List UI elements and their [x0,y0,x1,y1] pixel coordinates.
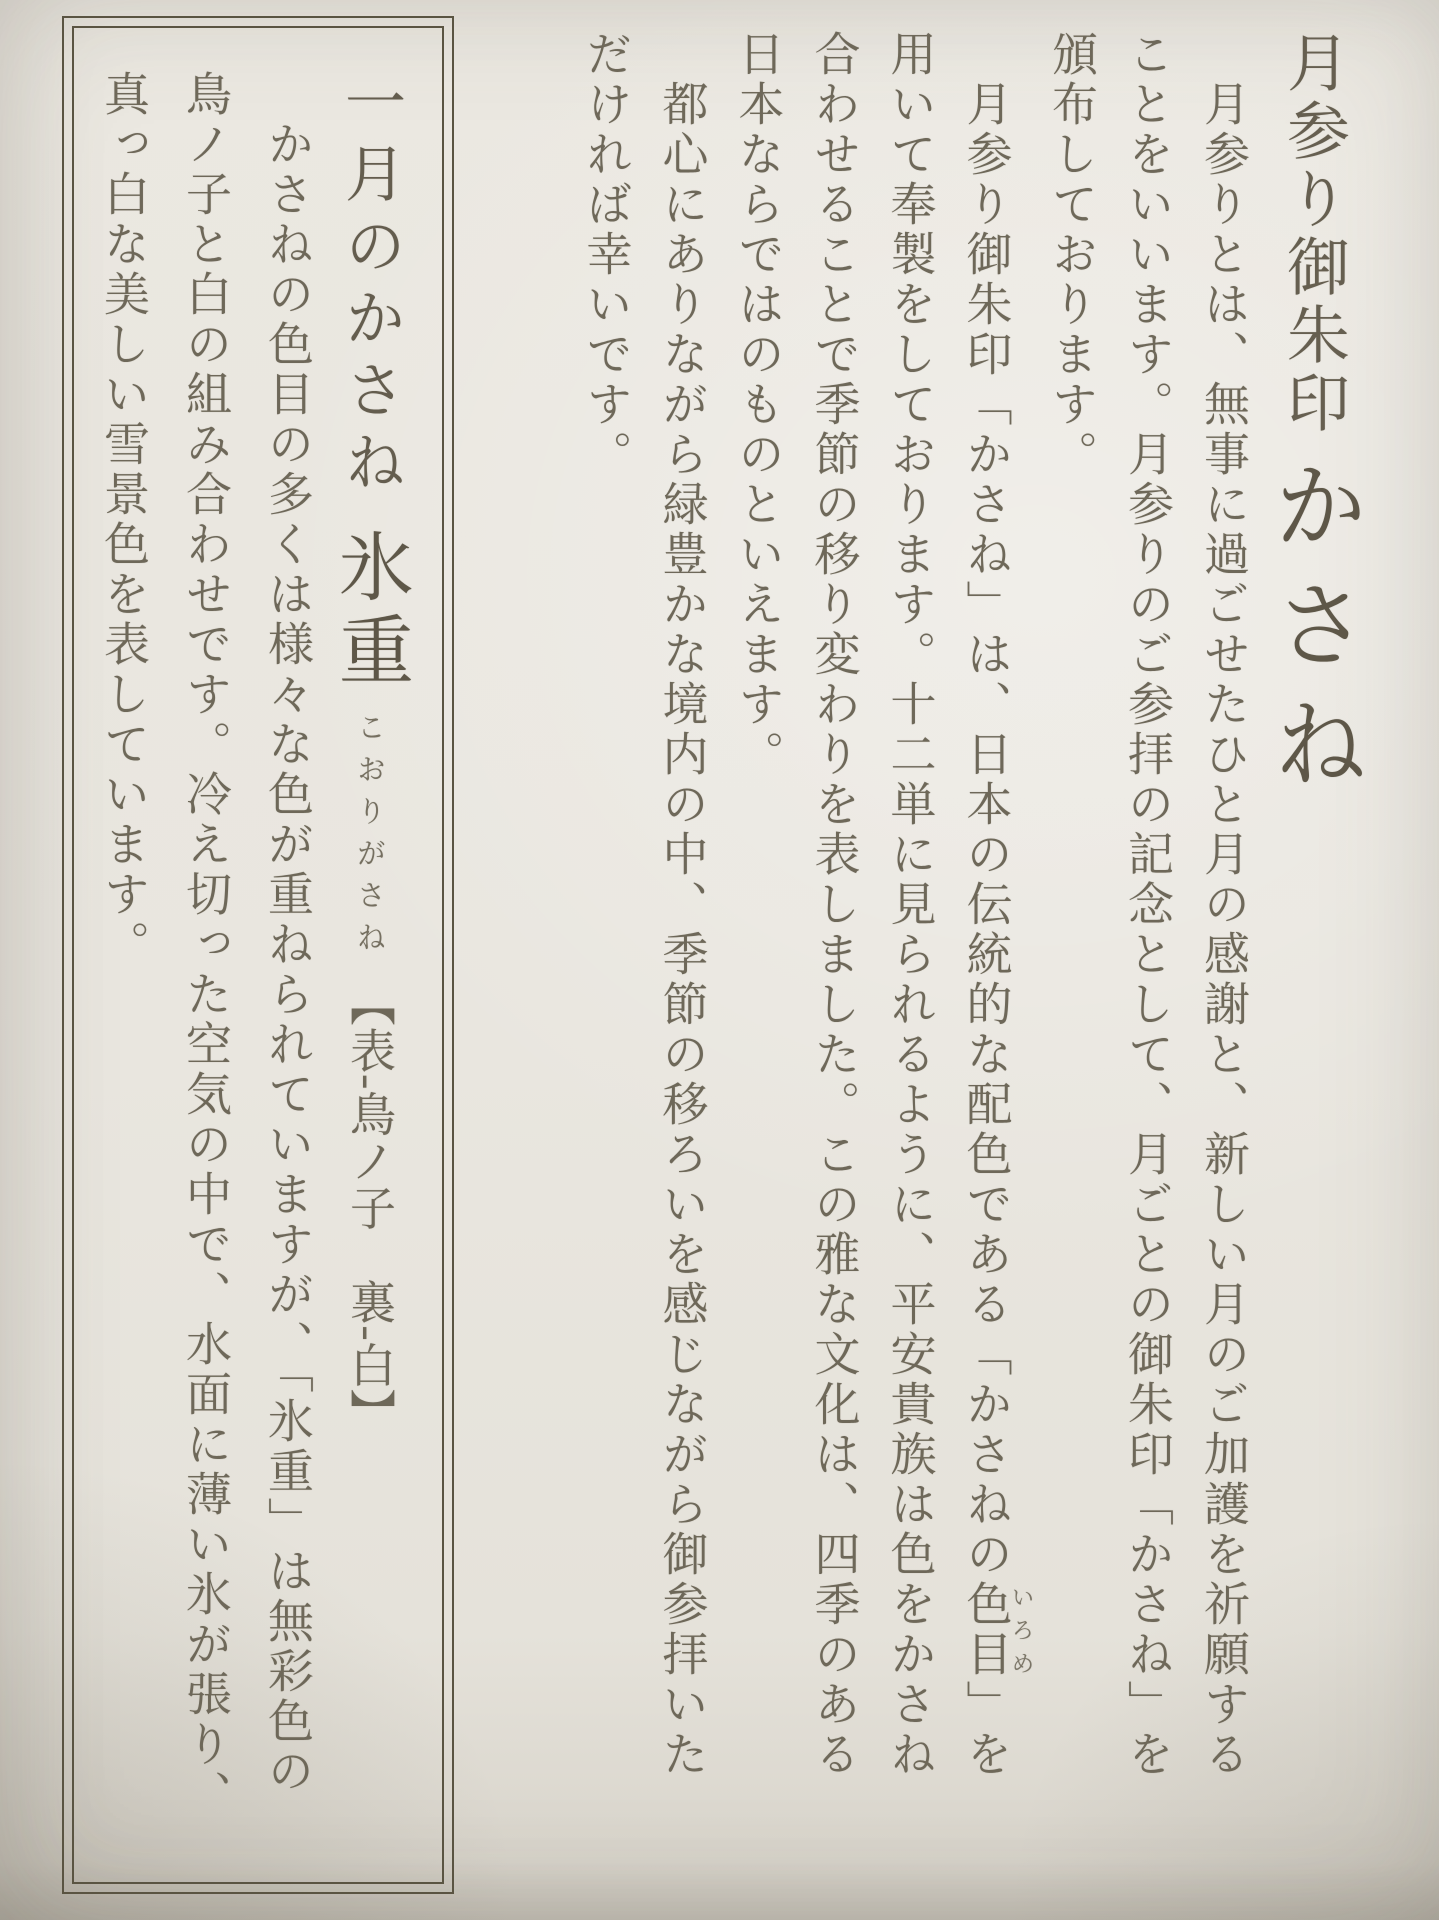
main-column-5: 用いて奉製をしております。十二単に見られるように、平安貴族は色をかさね [884,30,936,1780]
box-kasane-name: 氷重 [328,528,411,694]
document-title [1261,30,1365,1878]
box-column-1: かさねの色目の多くは様々な色が重ねられていますが、「氷重」は無彩色の [262,70,313,1797]
main-text-block [568,30,1366,1878]
box-month-title: 一月のかさね [336,70,403,502]
january-kasane-box-inner-border [72,26,444,1884]
box-column-3: 真っ白な美しい雪景色を表しています。 [98,70,149,970]
title-kasane: かさね [1260,456,1366,813]
january-kasane-box [62,16,454,1894]
main-column-9: だければ幸いです。 [580,30,632,480]
box-column-2: 鳥ノ子と白の組み合わせです。冷え切った空気の中で、水面に薄い氷が張り、 [180,70,231,1820]
ruby-post-text: 」を [960,1680,1012,1780]
box-kasane-reading: こおりがさね [353,712,385,964]
main-column-1: 月参りとは、無事に過ごせたひと月の感謝と、新しい月のご加護を祈願する [1198,30,1249,1780]
main-column-6: 合わせることで季節の移り変わりを表しました。この雅な文化は、四季のある [808,30,860,1780]
box-title-column [328,70,410,1854]
main-column-8: 都心にありながら緑豊かな境内の中、季節の移ろいを感じながら御参拝いた [656,30,708,1780]
january-kasane-box-content [82,70,410,1854]
main-column-4-with-ruby [948,30,1034,1878]
ruby-reading: いろめ [1008,1580,1034,1680]
ruby-pre-text: 月参り御朱印「かさね」は、日本の伝統的な配色である「かさねの [960,30,1012,1580]
main-column-3: 頒布しております。 [1046,30,1097,480]
box-color-spec: 【表‐鳥ノ子 裏‐白】 [344,980,395,1436]
ruby-base: 色目 [960,1580,1012,1680]
iro-me-ruby [960,1580,1034,1680]
main-column-7: 日本ならではのものといえます。 [732,30,784,780]
title-prefix: 月参り御朱印 [1278,30,1348,438]
main-column-2: ことをいいます。月参りのご参拝の記念として、月ごとの御朱印「かさね」を [1122,30,1173,1780]
